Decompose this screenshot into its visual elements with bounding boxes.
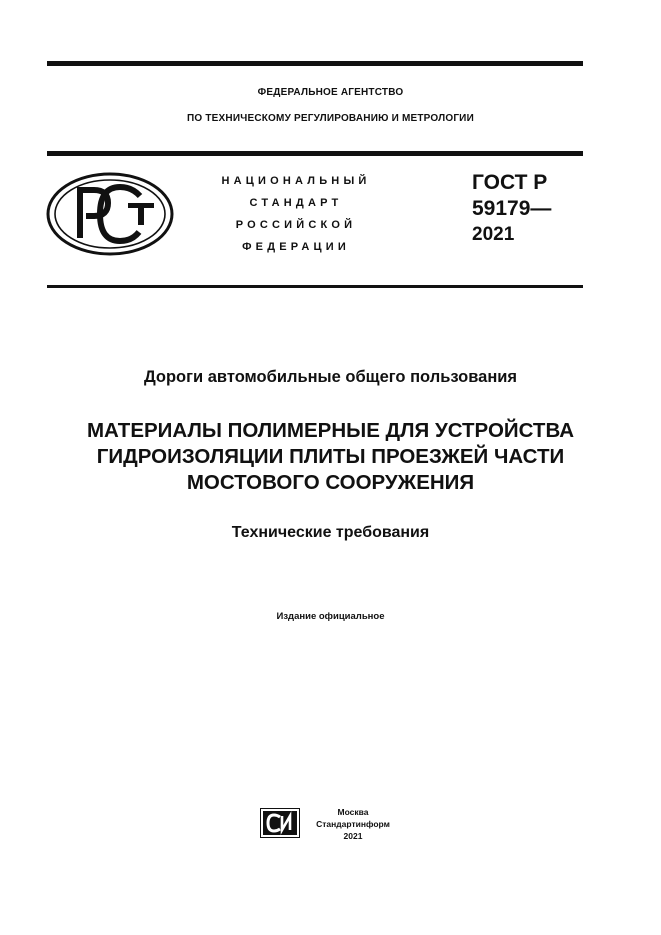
title-line-1: МАТЕРИАЛЫ ПОЛИМЕРНЫЕ ДЛЯ УСТРОЙСТВА xyxy=(86,419,575,442)
gost-designation xyxy=(472,170,551,248)
agency-name-line2: ПО ТЕХНИЧЕСКОМУ РЕГУЛИРОВАНИЮ И МЕТРОЛОГИИ xyxy=(187,113,474,124)
top-divider xyxy=(47,61,583,66)
national-line-1: НАЦИОНАЛЬНЫЙ xyxy=(221,175,371,187)
header-divider xyxy=(47,151,583,156)
document-subtitle: Дороги автомобильные общего пользования xyxy=(143,368,518,386)
national-standard-label xyxy=(196,170,396,258)
document-title xyxy=(0,418,661,496)
standard-block-divider xyxy=(47,285,583,288)
publisher-city: Москва xyxy=(337,807,369,817)
publisher-info xyxy=(306,806,400,842)
document-requirements: Технические требования xyxy=(231,524,430,541)
gost-number: 59179— xyxy=(472,197,552,220)
rst-certification-mark-icon xyxy=(46,172,174,256)
gost-prefix: ГОСТ Р xyxy=(472,171,548,194)
title-line-3: МОСТОВОГО СООРУЖЕНИЯ xyxy=(186,471,475,494)
publisher-name: Стандартинформ xyxy=(316,819,390,829)
title-line-2: ГИДРОИЗОЛЯЦИИ ПЛИТЫ ПРОЕЗЖЕЙ ЧАСТИ xyxy=(96,445,565,468)
edition-note: Издание официальное xyxy=(276,611,385,622)
national-line-3: РОССИЙСКОЙ xyxy=(235,219,357,231)
publisher-year: 2021 xyxy=(343,831,363,841)
national-line-2: СТАНДАРТ xyxy=(249,197,343,209)
standartinform-logo-icon xyxy=(260,808,300,838)
gost-year: 2021 xyxy=(472,224,515,245)
agency-name-line1: ФЕДЕРАЛЬНОЕ АГЕНТСТВО xyxy=(257,87,404,98)
national-line-4: ФЕДЕРАЦИИ xyxy=(242,241,350,253)
